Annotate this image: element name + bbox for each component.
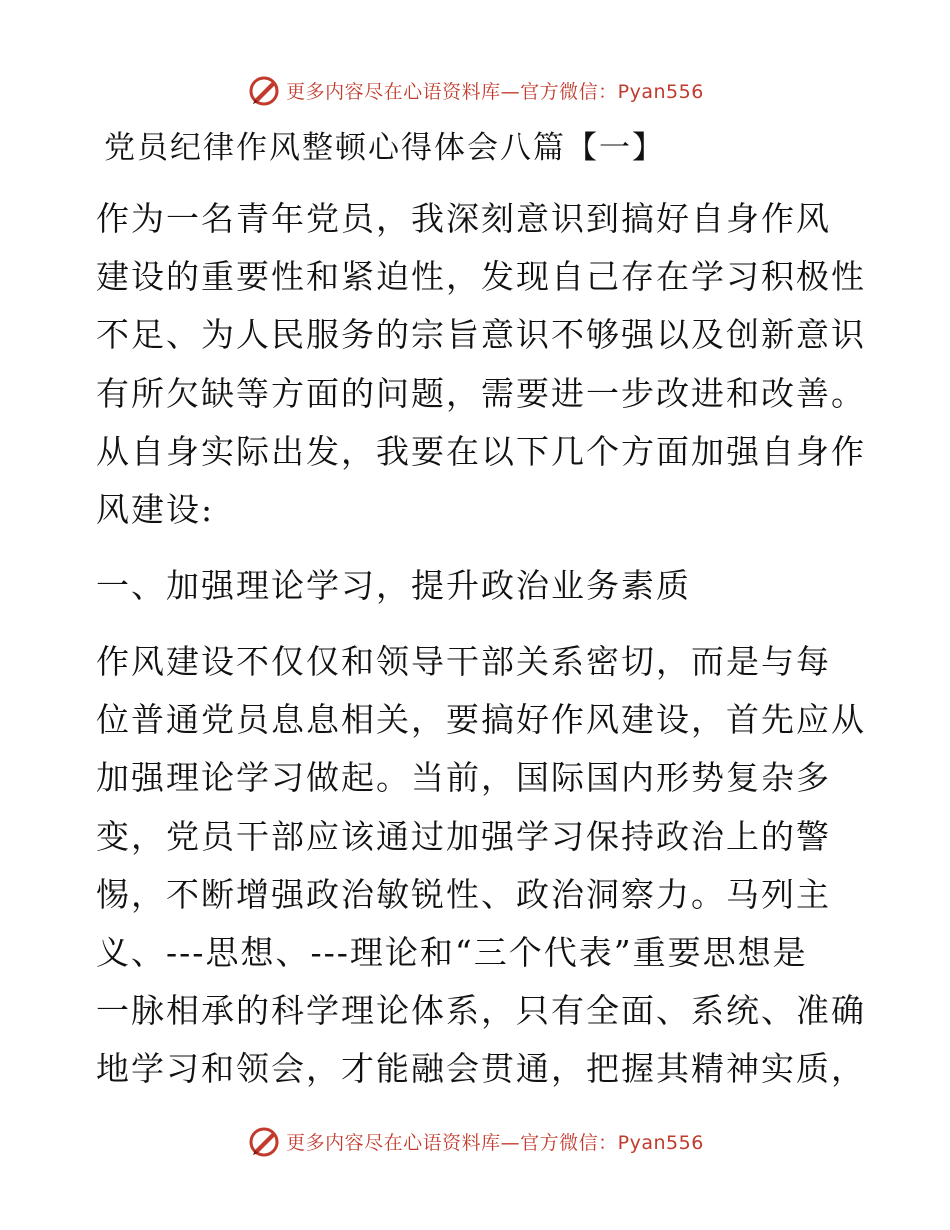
document-title: 党员纪律作风整顿心得体会八篇【一】 <box>104 130 665 166</box>
paragraph-line: 变，党员干部应该通过加强学习保持政治上的警 <box>96 817 831 856</box>
paragraph-line: 惕，不断增强政治敏锐性、政治洞察力。马列主 <box>96 875 831 914</box>
footer-watermark <box>0 1121 950 1161</box>
paragraph-line: 加强理论学习做起。当前，国际国内形势复杂多 <box>96 758 831 797</box>
paragraph-line: 一脉相承的科学理论体系，只有全面、系统、准确 <box>96 991 866 1030</box>
pen-logo-icon <box>246 1123 282 1159</box>
paragraph-line: 建设的重要性和紧迫性，发现自己存在学习积极性 <box>96 257 866 296</box>
section-heading: 一、加强理论学习，提升政治业务素质 <box>96 566 691 605</box>
paragraph-line: 从自身实际出发，我要在以下几个方面加强自身作 <box>96 432 866 471</box>
paragraph-line: 义、---思想、---理论和“三个代表”重要思想是 <box>96 933 808 972</box>
paragraph-line: 作为一名青年党员，我深刻意识到搞好自身作风 <box>96 199 831 238</box>
paragraph-line: 位普通党员息息相关，要搞好作风建设，首先应从 <box>96 700 866 739</box>
paragraph-line: 有所欠缺等方面的问题，需要进一步改进和改善。 <box>96 374 866 413</box>
paragraph-line: 地学习和领会，才能融会贯通，把握其精神实质， <box>96 1049 866 1088</box>
paragraph-line: 不足、为人民服务的宗旨意识不够强以及创新意识 <box>96 315 866 354</box>
watermark-text: 更多内容尽在心语资料库—官方微信：Pyan556 <box>286 80 704 103</box>
paragraph-line: 风建设: <box>96 490 215 529</box>
paragraph-line: 作风建设不仅仅和领导干部关系密切，而是与每 <box>96 642 831 681</box>
watermark-text: 更多内容尽在心语资料库—官方微信：Pyan556 <box>286 1131 704 1154</box>
